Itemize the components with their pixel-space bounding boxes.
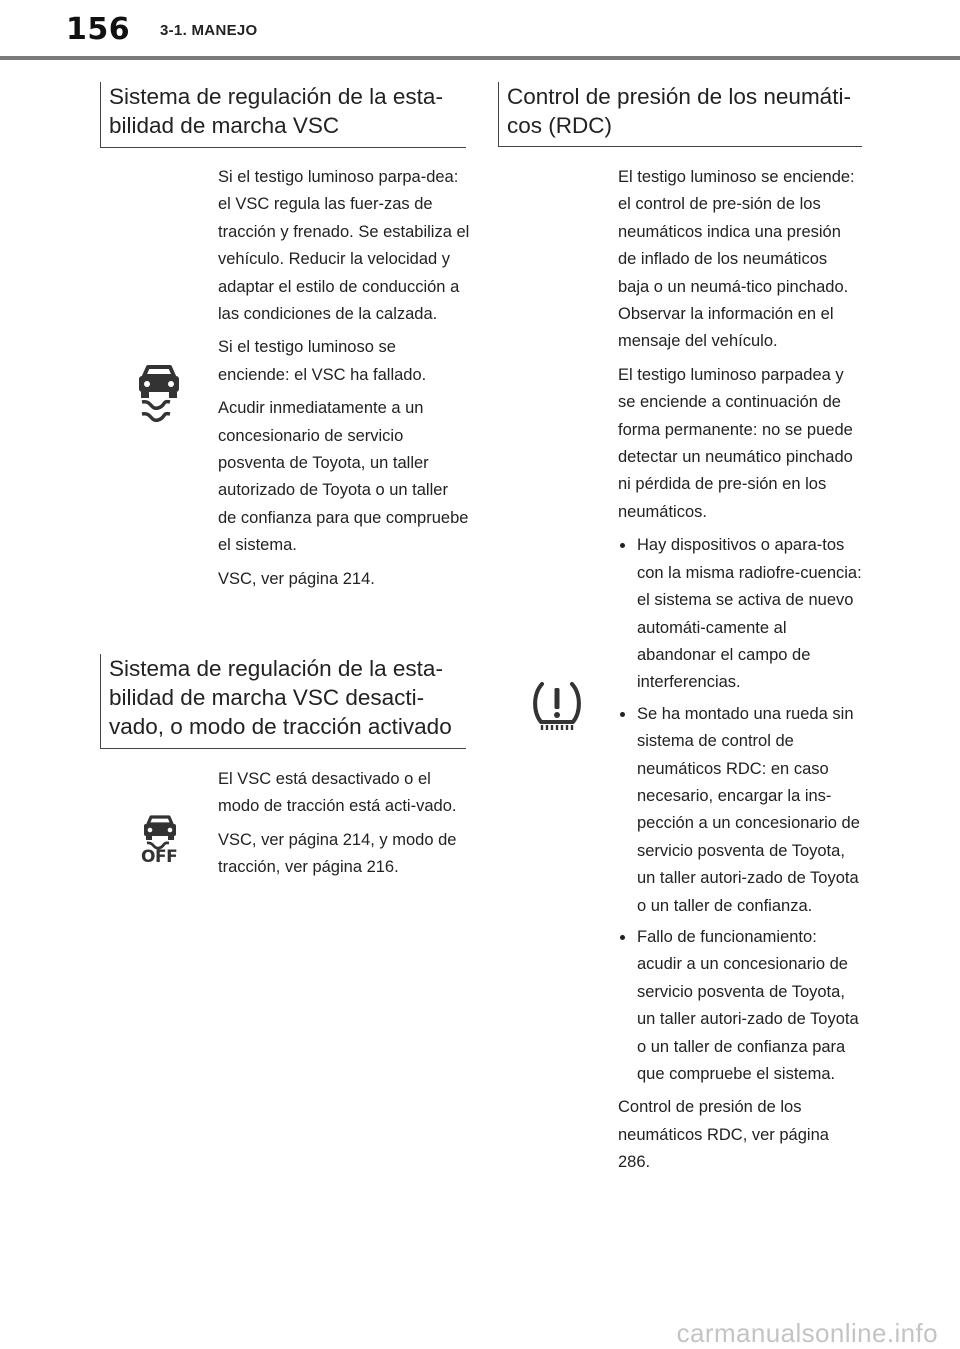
section-title: 3-1. MANEJO (160, 22, 258, 39)
vsc-heading-line-2: bilidad de marcha VSC (109, 113, 340, 138)
vsc-off-icon-label: OFF (141, 847, 178, 867)
vsc-paragraph: Si el testigo luminoso se enciende: el VSC ha fallado. (218, 338, 427, 384)
vsc-off-heading-line-3: vado, o modo de tracción activado (109, 714, 452, 739)
rdc-bullet-list (618, 532, 862, 1088)
list-item-text: Se ha montado una rueda sin sistema de control de neumáticos RDC: en caso necesario, encargar la ins-pección a un concesionario de servicio posventa de Toyota, un taller autori-zado de Toyota o un taller de confianza. (637, 704, 860, 915)
header-rule (0, 56, 960, 60)
vsc-heading (100, 82, 466, 148)
bullet-dot (620, 543, 625, 548)
list-item (618, 924, 862, 1088)
vsc-off-heading (100, 654, 466, 749)
vsc-skid-icon (134, 364, 184, 427)
bullet-dot (620, 712, 625, 717)
vsc-off-icon (140, 815, 180, 874)
rdc-paragraph: El testigo luminoso se enciende: el control de pre-sión de los neumáticos indica una presión de inflado de los neumáticos baja o un neumá-tico pinchado. Observar la información en el mensaje del vehículo. (618, 168, 855, 351)
rdc-heading-line-1: Control de presión de los neumáti- (507, 84, 851, 109)
vsc-paragraph: Acudir inmediatamente a un concesionario de servicio posventa de Toyota, un taller autorizado de Toyota o un taller de confianza para que compruebe el sistema. (218, 399, 469, 555)
vsc-heading-line-1: Sistema de regulación de la esta- (109, 84, 443, 109)
bullet-dot (620, 935, 625, 940)
vsc-off-heading-line-2: bilidad de marcha VSC desacti- (109, 685, 425, 710)
tire-pressure-warning-icon (529, 680, 585, 739)
vsc-paragraph: Si el testigo luminoso parpa-dea: el VSC regula las fuer-zas de tracción y frenado. Se estabiliza el vehículo. Reducir la velocidad y adaptar el estilo de conducción a las condiciones de la calzada. (218, 168, 470, 324)
rdc-footer: Control de presión de los neumáticos RDC, ver página 286. (618, 1098, 829, 1172)
list-item-text: Fallo de funcionamiento: acudir a un concesionario de servicio posventa de Toyota, un taller autori-zado de Toyota o un taller de confianza para que compruebe el sistema. (637, 927, 859, 1083)
vsc-off-paragraph: El VSC está desactivado o el modo de tracción está acti-vado. (218, 770, 457, 816)
rdc-paragraph: El testigo luminoso parpadea y se enciende a continuación de forma permanente: no se puede detectar un neumático pinchado ni pérdida de pre-sión en los neumáticos. (618, 365, 853, 521)
vsc-off-body (218, 766, 470, 888)
rdc-heading-line-2: cos (RDC) (507, 113, 612, 138)
watermark: carmanualsonline.info (676, 1318, 938, 1348)
vsc-paragraph: VSC, ver página 214. (218, 569, 375, 588)
rdc-body (618, 164, 862, 1183)
rdc-heading (498, 82, 862, 147)
list-item (618, 701, 862, 920)
list-item-text: Hay dispositivos o apara-tos con la misma radiofre-cuencia: el sistema se activa de nuevo automáti-camente al abandonar el campo de interferencias. (637, 536, 862, 692)
vsc-off-paragraph: VSC, ver página 214, y modo de tracción, ver página 216. (218, 830, 457, 877)
vsc-body (218, 164, 470, 599)
vsc-off-heading-line-1: Sistema de regulación de la esta- (109, 656, 443, 681)
list-item (618, 532, 862, 696)
page-number: 156 (66, 12, 131, 47)
